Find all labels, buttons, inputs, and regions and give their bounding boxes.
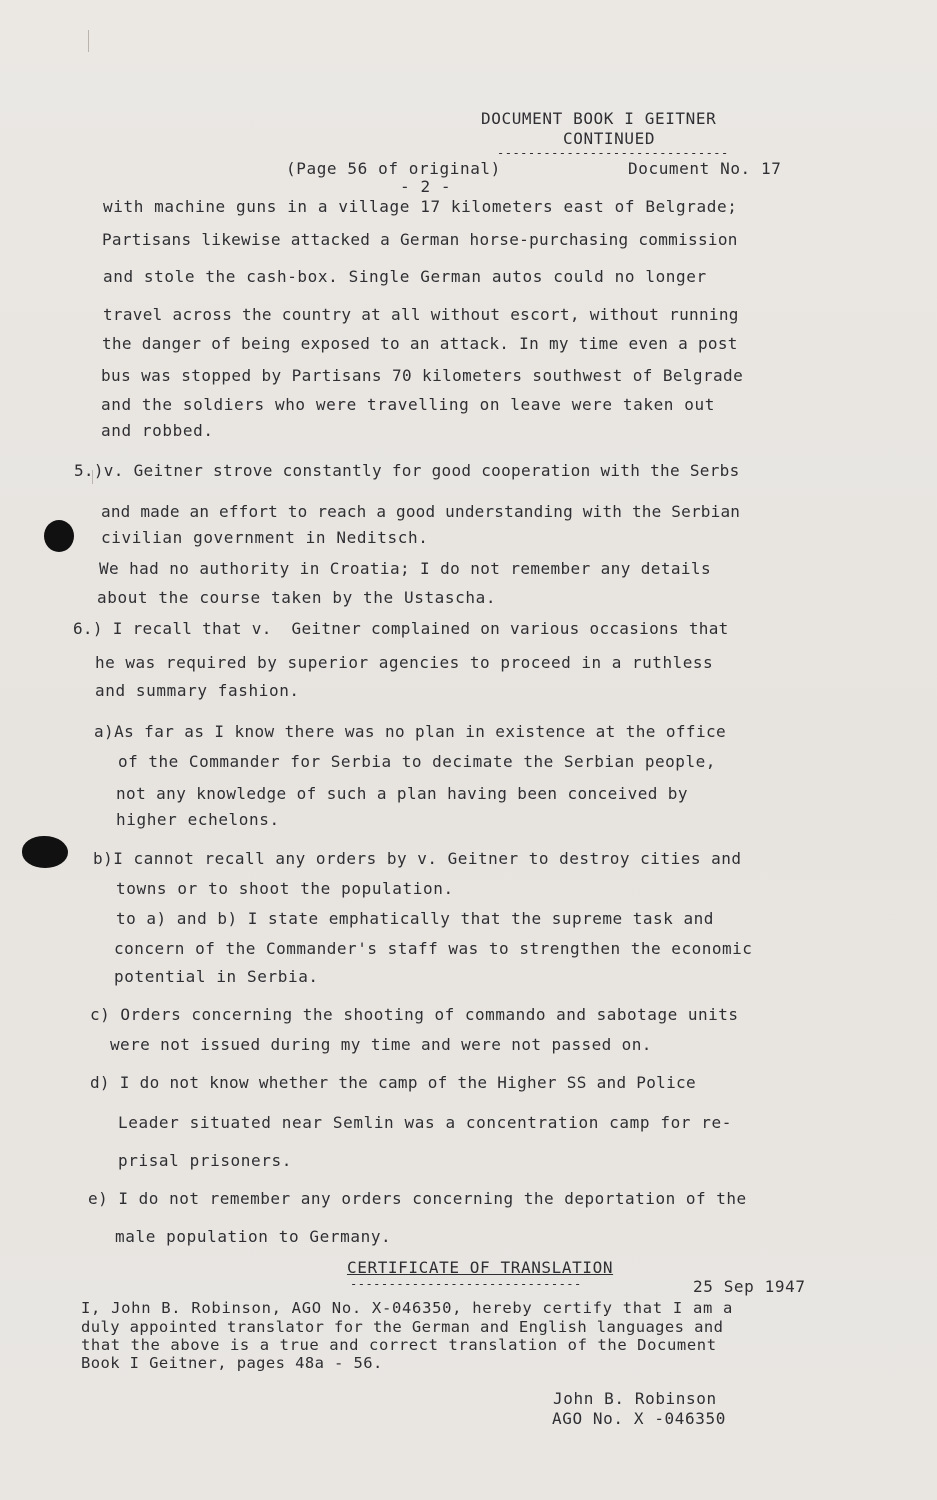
body-line: and summary fashion. xyxy=(95,681,300,700)
body-line: towns or to shoot the population. xyxy=(116,879,454,898)
document-number: Document No. 17 xyxy=(628,159,782,178)
document-subtitle: CONTINUED xyxy=(563,129,656,148)
certificate-rule: ------------------------------ xyxy=(350,1277,582,1291)
item-c: c) Orders concerning the shooting of commando and sabotage units xyxy=(90,1005,739,1024)
body-line: he was required by superior agencies to proceed in a ruthless xyxy=(95,653,714,672)
body-line: potential in Serbia. xyxy=(114,967,319,986)
body-line: concern of the Commander's staff was to strengthen the economic xyxy=(114,939,753,958)
body-line: and the soldiers who were travelling on leave were taken out xyxy=(101,395,715,414)
body-line: of the Commander for Serbia to decimate the Serbian people, xyxy=(118,752,716,771)
body-line: higher echelons. xyxy=(116,810,280,829)
certificate-line: I, John B. Robinson, AGO No. X-046350, hereby certify that I am a xyxy=(81,1299,734,1317)
body-line: not any knowledge of such a plan having been conceived by xyxy=(116,784,688,803)
certificate-heading: CERTIFICATE OF TRANSLATION xyxy=(347,1258,614,1277)
body-line: male population to Germany. xyxy=(115,1227,392,1246)
body-line: bus was stopped by Partisans 70 kilometers southwest of Belgrade xyxy=(101,366,744,385)
body-line: prisal prisoners. xyxy=(118,1151,292,1170)
signature-name: John B. Robinson xyxy=(553,1389,717,1408)
header-rule: ------------------------------ xyxy=(497,146,729,160)
body-line: Partisans likewise attacked a German horse-purchasing commission xyxy=(102,230,738,249)
body-line: with machine guns in a village 17 kilometers east of Belgrade; xyxy=(103,197,738,216)
paragraph-6: 6.) I recall that v. Geitner complained on various occasions that xyxy=(73,619,729,638)
body-line: civilian government in Neditsch. xyxy=(101,528,429,547)
body-line: Leader situated near Semlin was a concentration camp for re- xyxy=(118,1113,732,1132)
body-line: and robbed. xyxy=(101,421,214,440)
item-b: b)I cannot recall any orders by v. Geitner to destroy cities and xyxy=(93,849,742,868)
body-line: to a) and b) I state emphatically that the supreme task and xyxy=(116,909,714,928)
punch-hole xyxy=(44,520,74,552)
signature-ago: AGO No. X -046350 xyxy=(552,1409,726,1428)
body-line: about the course taken by the Ustascha. xyxy=(97,588,497,607)
item-d: d) I do not know whether the camp of the Higher SS and Police xyxy=(90,1073,696,1092)
punch-hole xyxy=(22,836,68,868)
certificate-line: duly appointed translator for the German and English languages and xyxy=(81,1318,724,1336)
item-a: a)As far as I know there was no plan in existence at the office xyxy=(94,722,727,741)
certificate-line: Book I Geitner, pages 48a - 56. xyxy=(81,1354,383,1372)
document-title: DOCUMENT BOOK I GEITNER xyxy=(481,109,717,128)
body-line: the danger of being exposed to an attack. In my time even a post xyxy=(102,334,738,353)
certificate-date: 25 Sep 1947 xyxy=(693,1277,806,1296)
page-reference: (Page 56 of original) xyxy=(286,159,501,178)
certificate-line: that the above is a true and correct translation of the Document xyxy=(81,1336,717,1354)
page-number: - 2 - xyxy=(400,177,452,196)
margin-mark xyxy=(88,30,89,52)
body-line: We had no authority in Croatia; I do not remember any details xyxy=(99,559,712,578)
body-line: travel across the country at all without escort, without running xyxy=(103,305,739,324)
body-line: were not issued during my time and were not passed on. xyxy=(110,1035,652,1054)
paragraph-5: 5.)v. Geitner strove constantly for good cooperation with the Serbs xyxy=(74,461,740,480)
body-line: and stole the cash-box. Single German autos could no longer xyxy=(103,267,707,286)
item-e: e) I do not remember any orders concerning the deportation of the xyxy=(88,1189,747,1208)
body-line: and made an effort to reach a good understanding with the Serbian xyxy=(101,502,741,521)
